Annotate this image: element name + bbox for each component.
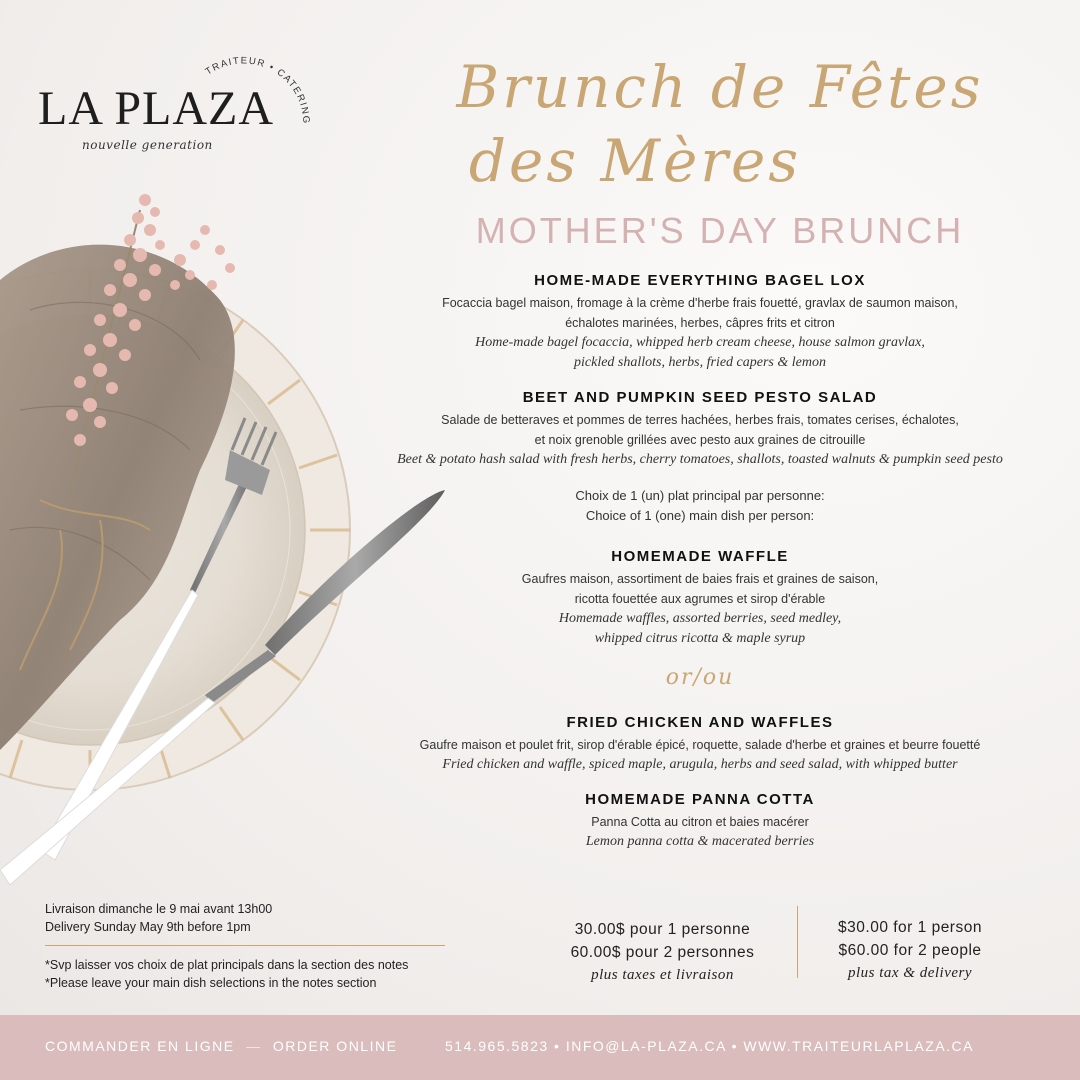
- or-separator: or/ou: [665, 665, 735, 690]
- delivery-info: [45, 900, 445, 936]
- choice-text-en: Choice of 1 (one) main dish per person:: [585, 508, 815, 523]
- dish-title: HOMEMADE WAFFLE: [611, 548, 789, 565]
- dish-beet-salad: [355, 389, 1045, 470]
- order-label-en: ORDER ONLINE: [272, 1038, 398, 1054]
- svg-text:TRAITEUR • CATERING: [204, 55, 312, 124]
- dish-desc-en: pickled shallots, herbs, fried capers & lemon: [574, 355, 826, 370]
- english-title: MOTHER'S DAY BRUNCH: [475, 210, 965, 251]
- dish-waffle: [355, 548, 1045, 649]
- dish-desc-en: Fried chicken and waffle, spiced maple, arugula, herbs and seed salad, with whipped butter: [442, 757, 958, 772]
- logo-tagline: nouvelle generation: [82, 138, 213, 152]
- script-title-line2: des Mères: [468, 127, 802, 195]
- dish-desc-en: Lemon panna cotta & macerated berries: [585, 834, 815, 849]
- pricing-en: [805, 916, 1015, 985]
- note-en: *Please leave your main dish selections in the notes section: [45, 976, 377, 990]
- logo-wordmark: LA PLAZA: [38, 82, 274, 135]
- price-note-fr: plus taxes et livraison: [591, 967, 734, 983]
- footer-bar: [0, 1015, 1080, 1080]
- dish-desc-fr: et noix grenoble grillées avec pesto aux graines de citrouille: [534, 433, 866, 447]
- price-note-en: plus tax & delivery: [847, 965, 973, 981]
- main-dish-choice: [355, 486, 1045, 526]
- dish-desc-fr: ricotta fouettée aux agrumes et sirop d'érable: [574, 592, 826, 606]
- delivery-fr: Livraison dimanche le 9 mai avant 13h00: [45, 902, 273, 916]
- divider-line: [45, 945, 445, 946]
- price-two-fr: 60.00$ pour 2 personnes: [570, 944, 755, 961]
- dish-title: HOME-MADE EVERYTHING BAGEL LOX: [534, 272, 866, 289]
- dish-desc-fr: échalotes marinées, herbes, câpres frits et citron: [565, 316, 835, 330]
- order-dash: —: [245, 1038, 262, 1054]
- choice-text-fr: Choix de 1 (un) plat principal par personne:: [575, 488, 825, 503]
- dish-desc-fr: Gaufre maison et poulet frit, sirop d'érable épicé, roquette, salade d'herbe et graines et beurre fouetté: [419, 738, 981, 752]
- script-title-line1: Brunch de Fêtes: [456, 53, 984, 121]
- brand-logo: [38, 55, 312, 165]
- dish-desc-en: Home-made bagel focaccia, whipped herb cream cheese, house salmon gravlax,: [475, 335, 925, 350]
- price-one-fr: 30.00$ pour 1 personne: [574, 921, 751, 938]
- dish-title: BEET AND PUMPKIN SEED PESTO SALAD: [522, 389, 878, 406]
- delivery-en: Delivery Sunday May 9th before 1pm: [45, 920, 251, 934]
- dish-panna-cotta: [355, 791, 1045, 852]
- notes-info: [45, 956, 465, 992]
- price-two-en: $60.00 for 2 people: [838, 942, 982, 959]
- menu: [355, 272, 1045, 868]
- dish-desc-en: Homemade waffles, assorted berries, seed medley,: [558, 611, 842, 626]
- dish-fried-chicken: [355, 714, 1045, 775]
- note-fr: *Svp laisser vos choix de plat principals dans la section des notes: [45, 958, 409, 972]
- dish-bagel-lox: [355, 272, 1045, 373]
- dish-title: FRIED CHICKEN AND WAFFLES: [566, 714, 834, 731]
- dish-desc-fr: Gaufres maison, assortiment de baies frais et graines de saison,: [521, 572, 879, 586]
- contact-info[interactable]: 514.965.5823 • INFO@LA-PLAZA.CA • WWW.TRAITEURLAPLAZA.CA: [445, 1038, 974, 1054]
- price-one-en: $30.00 for 1 person: [838, 919, 982, 936]
- dish-desc-fr: Focaccia bagel maison, fromage à la crème d'herbe frais fouetté, gravlax de saumon maison,: [442, 296, 958, 310]
- order-label-fr: COMMANDER EN LIGNE: [45, 1038, 235, 1054]
- dish-desc-fr: Panna Cotta au citron et baies macérer: [591, 815, 809, 829]
- dish-desc-fr: Salade de betteraves et pommes de terres hachées, herbes frais, tomates cerises, échalotes,: [441, 413, 959, 427]
- dish-title: HOMEMADE PANNA COTTA: [585, 791, 815, 808]
- dish-desc-en: Beet & potato hash salad with fresh herbs, cherry tomatoes, shallots, toasted walnuts & pumpkin seed pesto: [397, 452, 1003, 467]
- logo-arc-label: TRAITEUR • CATERING: [203, 55, 312, 125]
- pricing-fr: [530, 918, 795, 987]
- dish-desc-en: whipped citrus ricotta & maple syrup: [594, 631, 806, 646]
- order-online-link[interactable]: [45, 1038, 397, 1054]
- price-divider: [797, 906, 798, 978]
